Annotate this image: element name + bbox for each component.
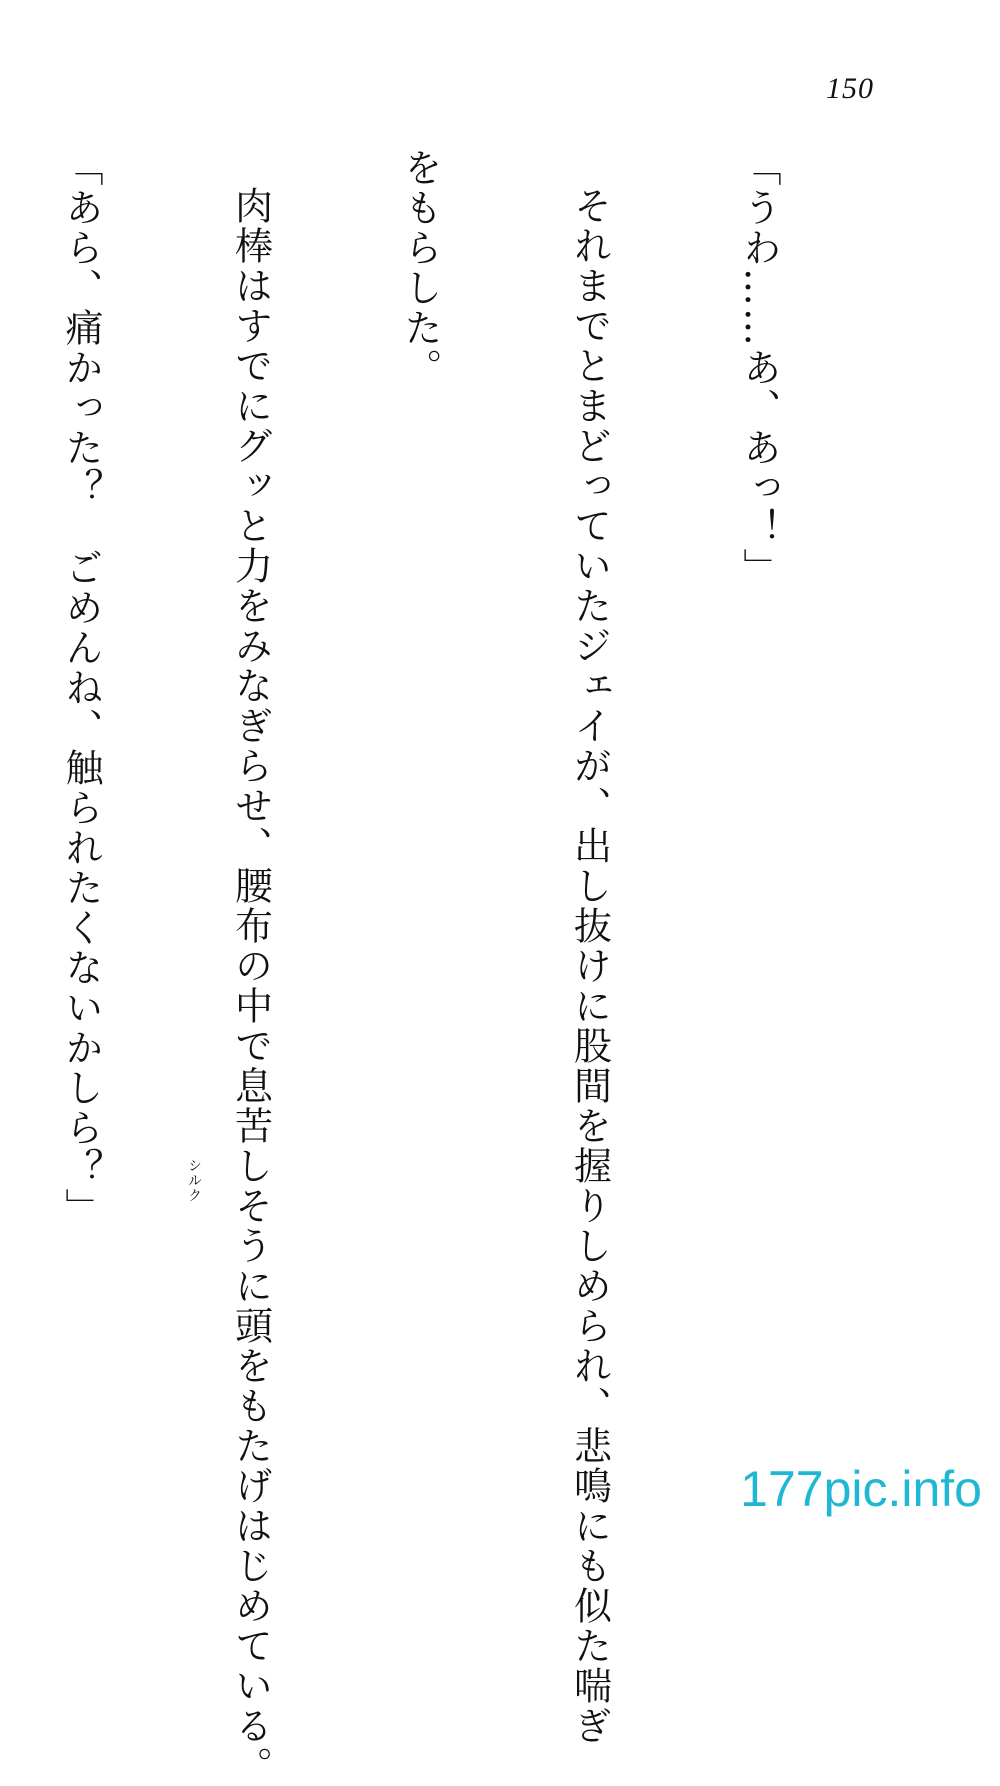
watermark-link[interactable]: 177pic.info: [740, 1461, 982, 1517]
page-number: 150: [826, 72, 874, 105]
text-line: 「うわ……あ、あっ！」: [737, 148, 781, 588]
text-line: をもらした。: [398, 148, 442, 388]
ruby-annotation: シルク: [186, 1158, 202, 1203]
text-line: 「あら、痛かった？ ごめんね、触られたくないかしら？」: [59, 148, 103, 1228]
text-line: それまでとまどっていたジェイが、出し抜けに股間を握りしめられ、悲鳴にも似た喘ぎ: [567, 186, 612, 1746]
text-line: 肉棒はすでにグッと力をみなぎらせ、腰布の中で息苦しそうに頭をもたげはじめている。: [228, 186, 273, 1786]
